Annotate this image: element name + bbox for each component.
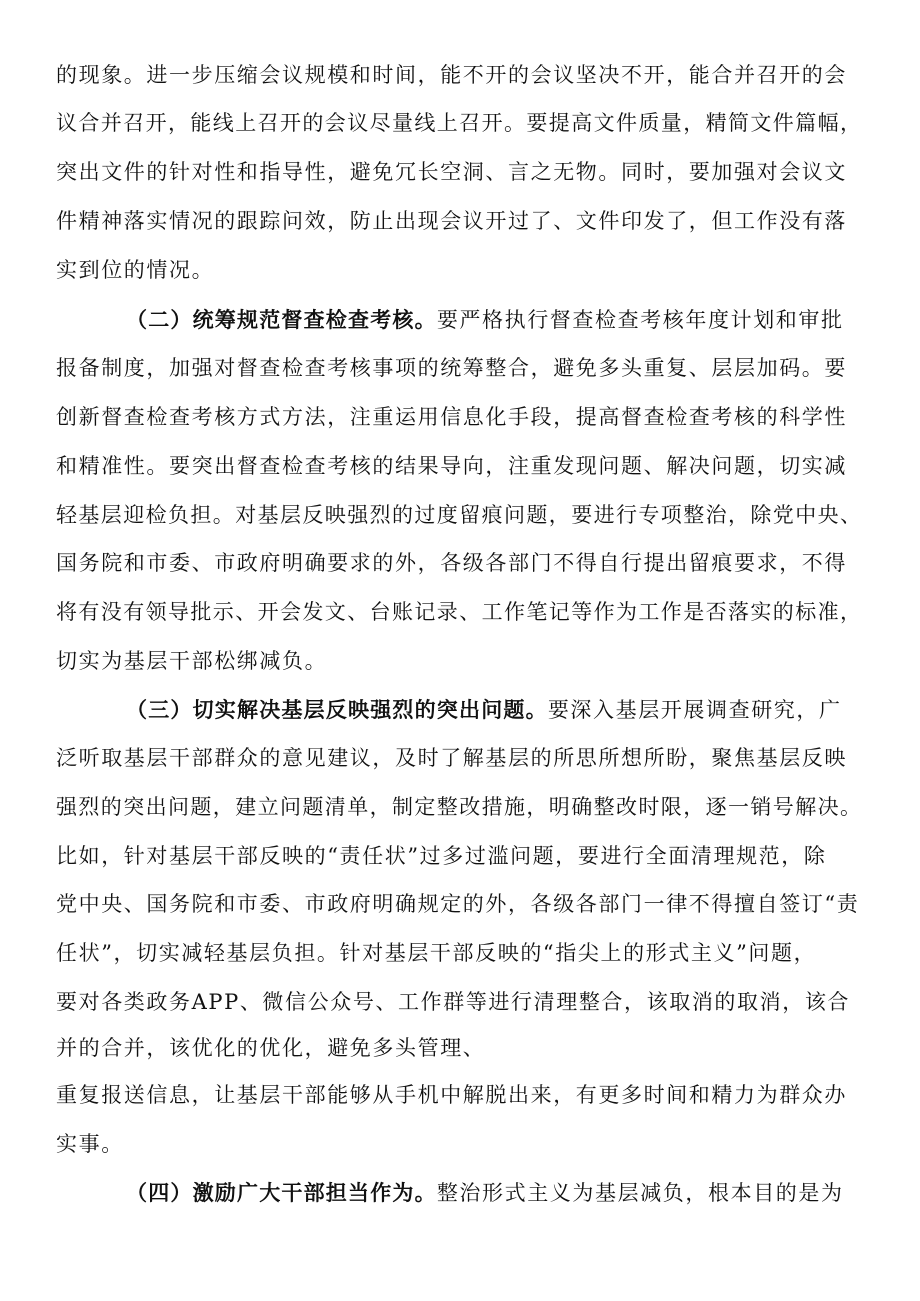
paragraph-line: 实到位的情况。: [56, 258, 215, 282]
paragraph-line: 议合并召开，能线上召开的会议尽量线上召开。要提高文件质量，精简文件篇幅，: [56, 111, 863, 135]
paragraph-line: 党中央、国务院和市委、市政府明确规定的外，各级各部门一律不得擅自签订“责: [56, 892, 860, 916]
paragraph-line: 报备制度，加强对督查检查考核事项的统筹整合，避免多头重复、层层加码。要: [56, 356, 847, 380]
paragraph-line: 并的合并，该优化的优化，避免多头管理、: [56, 1036, 486, 1060]
paragraph-line: 泛听取基层干部群众的意见建议，及时了解基层的所思所想所盼，聚焦基层反映: [56, 746, 847, 770]
paragraph-line: 要对各类政务APP、微信公众号、工作群等进行清理整合，该取消的取消，该合: [56, 990, 851, 1014]
paragraph-line: 比如，针对基层干部反映的“责任状”过多过滥问题，要进行全面清理规范，除: [56, 844, 827, 868]
section-4-heading: （四）激励广大干部担当作为。: [126, 1181, 437, 1205]
section-2-heading: （二）统筹规范督查检查考核。: [126, 308, 437, 332]
paragraph-line: 任状”，切实减轻基层负担。针对基层干部反映的“指尖上的形式主义”问题，: [56, 941, 817, 965]
paragraph-line: 重复报送信息，让基层干部能够从手机中解脱出来，有更多时间和精力为群众办: [56, 1083, 847, 1107]
paragraph-line: 轻基层迎检负担。对基层反映强烈的过度留痕问题，要进行专项整治，除党中央、: [56, 503, 863, 527]
paragraph-line: 强烈的突出问题，建立问题清单，制定整改措施，明确整改时限，逐一销号解决。: [56, 795, 863, 819]
paragraph-line: 实事。: [56, 1132, 124, 1156]
paragraph-line: 国务院和市委、市政府明确要求的外，各级各部门不得自行提出留痕要求，不得: [56, 551, 847, 575]
paragraph-line: 的现象。进一步压缩会议规模和时间，能不开的会议坚决不开，能合并召开的会: [56, 63, 847, 87]
section-3-first-line: [126, 695, 842, 725]
section-3-heading: （三）切实解决基层反映强烈的突出问题。: [126, 698, 548, 722]
section-3-lead-text: 要深入基层开展调查研究，广: [547, 698, 842, 722]
paragraph-line: 件精神落实情况的跟踪问效，防止出现会议开过了、文件印发了，但工作没有落: [56, 209, 847, 233]
paragraph-line: 突出文件的针对性和指导性，避免冗长空洞、言之无物。同时，要加强对会议文: [56, 160, 847, 184]
paragraph-line: 和精准性。要突出督查检查考核的结果导向，注重发现问题、解决问题，切实减: [56, 454, 847, 478]
section-4-first-line: [126, 1178, 844, 1208]
paragraph-line: 切实为基层干部松绑减负。: [56, 649, 328, 673]
section-4-lead-text: 整治形式主义为基层减负，根本目的是为: [436, 1181, 844, 1205]
section-2-first-line: [126, 305, 844, 335]
paragraph-line: 创新督查检查考核方式方法，注重运用信息化手段，提高督查检查考核的科学性: [56, 405, 847, 429]
section-2-lead-text: 要严格执行督查检查考核年度计划和审批: [436, 308, 844, 332]
paragraph-line: 将有没有领导批示、开会发文、台账记录、工作笔记等作为工作是否落实的标准，: [56, 600, 863, 624]
